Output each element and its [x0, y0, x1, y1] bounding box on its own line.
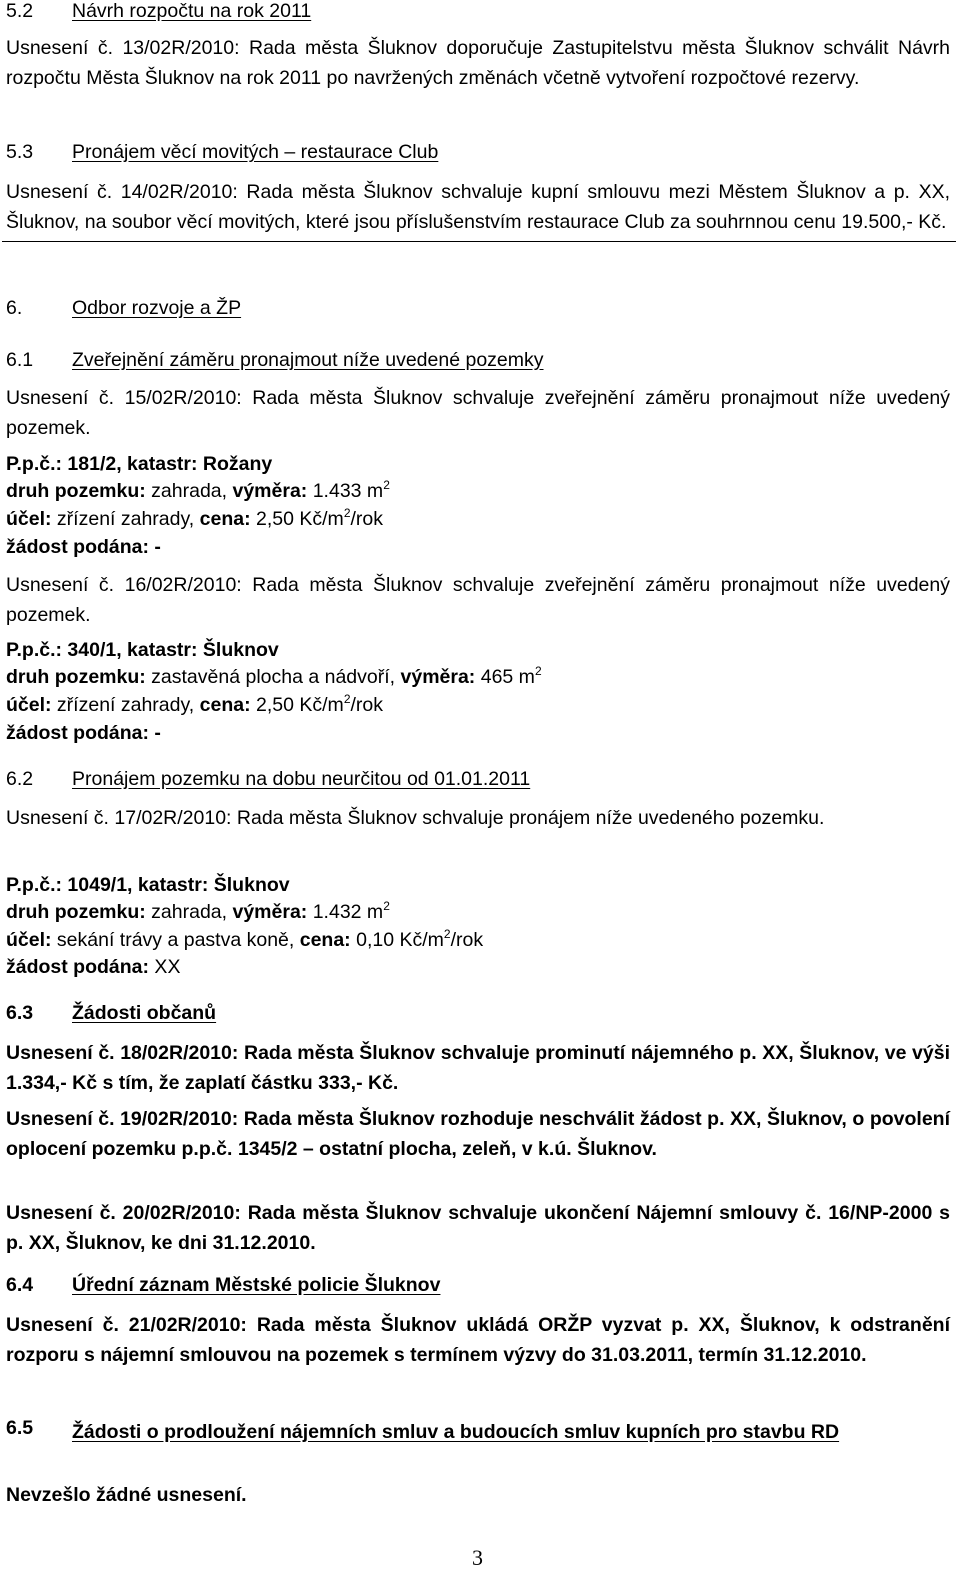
- resolution-14: Usnesení č. 14/02R/2010: Rada města Šluknov schvaluje kupní smlouvu mezi Městem Šluknov a p. XX, Šluknov, na soubor věcí movitých, které jsou příslušenstvím restaurace Club za souhrnnou cenu 19.500,- Kč.: [6, 181, 950, 233]
- no-resolution-note: Nevzešlo žádné usnesení.: [6, 1484, 247, 1506]
- parcel-id: P.p.č.: 181/2, katastr: Rožany: [6, 453, 273, 475]
- section-number: 6.1: [6, 349, 34, 371]
- parcel-purpose-line: účel: zřízení zahrady, cena: 2,50 $Kč/m^2$/rok: [6, 506, 384, 530]
- resolution-16: Usnesení č. 16/02R/2010: Rada města Šluknov schvaluje zveřejnění záměru pronajmout níže uvedený pozemek.: [6, 574, 950, 626]
- parcel-request-line: žádost podána: -: [6, 722, 161, 744]
- parcel-request-line: žádost podána: -: [6, 536, 161, 558]
- section-title: Zveřejnění záměru pronajmout níže uvedené pozemky: [72, 349, 544, 371]
- resolution-18: Usnesení č. 18/02R/2010: Rada města Šluknov schvaluje prominutí nájemného p. XX, Šluknov, ve výši 1.334,- Kč s tím, že zaplatí částku 333,- Kč.: [6, 1042, 950, 1094]
- section-title: Pronájem věcí movitých – restaurace Club: [72, 141, 439, 163]
- section-title: Pronájem pozemku na dobu neurčitou od 01.01.2011: [72, 768, 531, 790]
- section-title: Úřední záznam Městské policie Šluknov: [72, 1274, 441, 1296]
- resolution-21: Usnesení č. 21/02R/2010: Rada města Šluknov ukládá ORŽP vyzvat p. XX, Šluknov, k odstranění rozporu s nájemní smlouvou na pozemek s termínem výzvy do 31.03.2011, termín 31.12.2010.: [6, 1314, 950, 1366]
- parcel-purpose-line: účel: zřízení zahrady, cena: 2,50 $Kč/m^2$/rok: [6, 692, 384, 716]
- parcel-type-line: druh pozemku: zahrada, výměra: 1.433 $m^2$: [6, 478, 390, 502]
- section-title: Žádosti občanů: [72, 1002, 217, 1024]
- section-number: 5.3: [6, 141, 34, 163]
- section-number: 6.3: [6, 1002, 34, 1024]
- section-number: 6.2: [6, 768, 34, 790]
- parcel-type-line: druh pozemku: zahrada, výměra: 1.432 $m^2$: [6, 899, 390, 923]
- parcel-id: P.p.č.: 1049/1, katastr: Šluknov: [6, 874, 290, 896]
- section-number: 6.5: [6, 1417, 34, 1439]
- page-number: 3: [472, 1545, 483, 1570]
- section-title: Žádosti o prodloužení nájemních smluv a budoucích smluv kupních pro stavbu RD: [72, 1421, 840, 1443]
- parcel-request-line: žádost podána: XX: [6, 956, 181, 978]
- resolution-20: Usnesení č. 20/02R/2010: Rada města Šluknov schvaluje ukončení Nájemní smlouvy č. 16/NP-2000 s p. XX, Šluknov, ke dni 31.12.2010.: [6, 1202, 950, 1254]
- resolution-17: Usnesení č. 17/02R/2010: Rada města Šluknov schvaluje pronájem níže uvedeného pozemku.: [6, 807, 825, 829]
- resolution-13: Usnesení č. 13/02R/2010: Rada města Šluknov doporučuje Zastupitelstvu města Šluknov schválit Návrh rozpočtu Města Šluknov na rok 2011 po navržených změnách včetně vytvoření rozpočtové rezervy.: [6, 37, 950, 89]
- horizontal-divider: [2, 241, 956, 242]
- section-title: Odbor rozvoje a ŽP: [72, 297, 242, 319]
- parcel-type-line: druh pozemku: zastavěná plocha a nádvoří, výměra: 465 $m^2$: [6, 664, 542, 688]
- parcel-id: P.p.č.: 340/1, katastr: Šluknov: [6, 639, 279, 661]
- section-title: Návrh rozpočtu na rok 2011: [72, 0, 312, 22]
- parcel-purpose-line: účel: sekání trávy a pastva koně, cena: 0,10 $Kč/m^2$/rok: [6, 927, 484, 951]
- section-number: 6.4: [6, 1274, 34, 1296]
- resolution-19: Usnesení č. 19/02R/2010: Rada města Šluknov rozhoduje neschválit žádost p. XX, Šluknov, o povolení oplocení pozemku p.p.č. 1345/2 – ostatní plocha, zeleň, v k.ú. Šluknov.: [6, 1108, 950, 1160]
- resolution-15: Usnesení č. 15/02R/2010: Rada města Šluknov schvaluje zveřejnění záměru pronajmout níže uvedený pozemek.: [6, 387, 950, 439]
- section-number: 6.: [6, 297, 23, 319]
- section-number: 5.2: [6, 0, 34, 22]
